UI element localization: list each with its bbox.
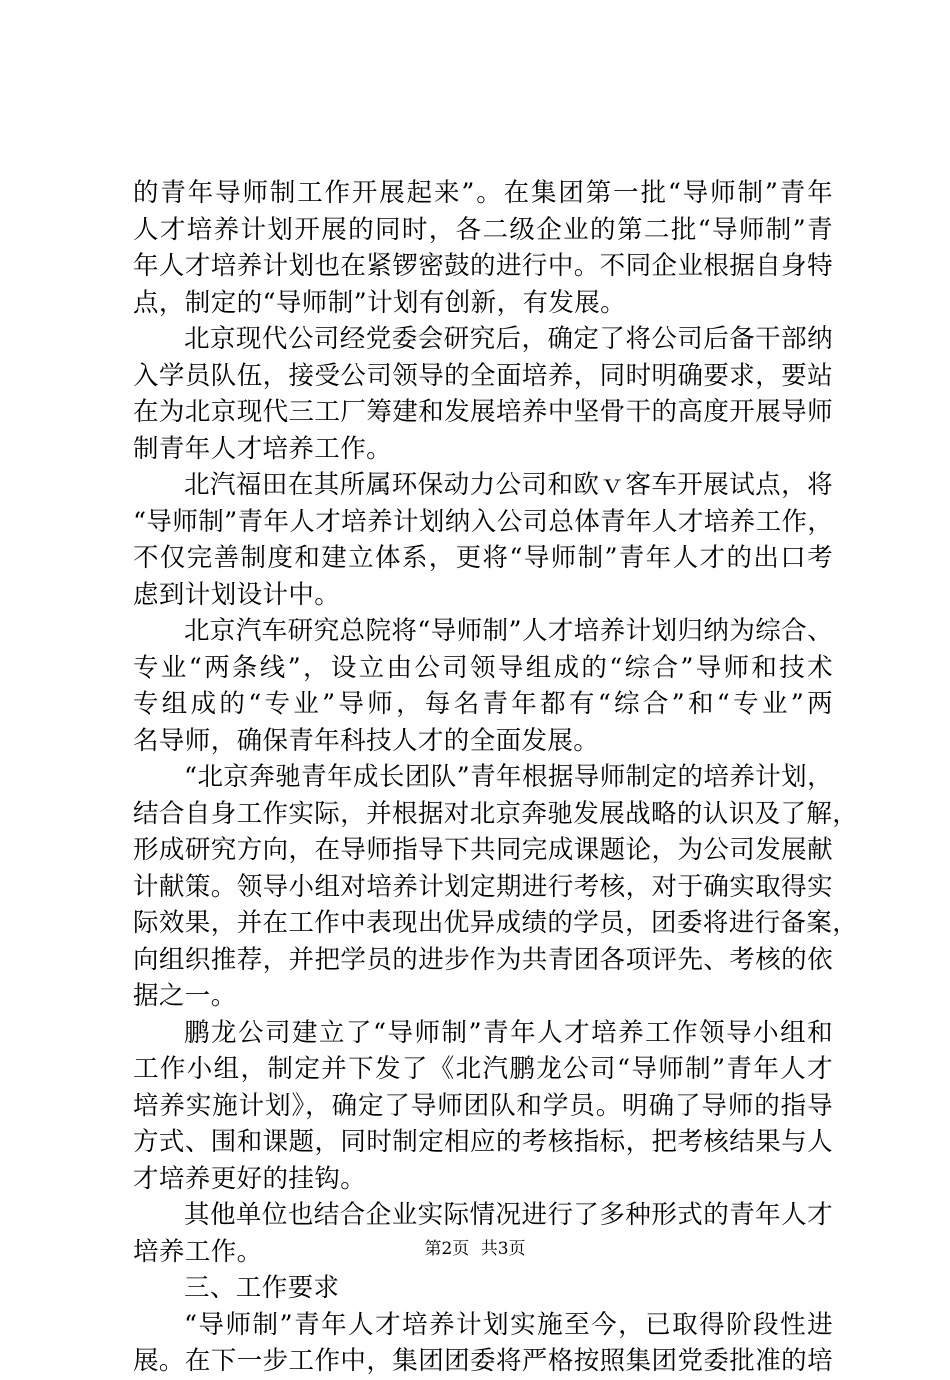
- text-line: 才培养更好的挂钩。: [133, 1163, 367, 1194]
- section-heading: 三、工作要求: [184, 1273, 340, 1303]
- text-line: 虑到计划设计中。: [133, 579, 341, 610]
- text-line: 其他单位也结合企业实际情况进行了多种形式的青年人才: [184, 1200, 833, 1230]
- text-line: 年人才培养计划也在紧锣密鼓的进行中。不同企业根据自身特: [133, 251, 833, 281]
- text-line: 向组织推荐，并把学员的进步作为共青团各项评先、考核的依: [133, 944, 833, 975]
- page-number: 第2页: [424, 1239, 470, 1259]
- text-line: 北京汽车研究总院将“导师制”人才培养计划归纳为综合、: [184, 616, 833, 646]
- text-line: “导师制”青年人才培养计划纳入公司总体青年人才培养工作，: [133, 506, 834, 537]
- text-line: 制青年人才培养工作。: [133, 433, 393, 464]
- text-line: 据之一。: [133, 981, 237, 1011]
- text-line: 工作小组，制定并下发了《北汽鹏龙公司“导师制”青年人才: [133, 1054, 833, 1084]
- text-line: 专业“两条线”，设立由公司领导组成的“综合”导师和技术: [133, 652, 833, 683]
- page-footer: [0, 1238, 950, 1260]
- text-line: 培养工作。: [133, 1236, 263, 1267]
- text-line: 名导师，确保青年科技人才的全面发展。: [133, 725, 600, 756]
- text-line: 计献策。领导小组对培养计划定期进行考核，对于确实取得实: [133, 871, 833, 902]
- text-line: “北京奔驰青年成长团队”青年根据导师制定的培养计划，: [184, 762, 833, 792]
- text-line: 在为北京现代三工厂筹建和发展培养中坚骨干的高度开展导师: [133, 397, 833, 427]
- text-line: 不仅完善制度和建立体系，更将“导师制”青年人才的出口考: [133, 543, 833, 573]
- text-line: 的青年导师制工作开展起来”。在集团第一批“导师制”青年: [133, 178, 833, 208]
- text-line: 鹏龙公司建立了“导师制”青年人才培养工作领导小组和: [184, 1017, 833, 1048]
- text-line: 点，制定的“导师制”计划有创新，有发展。: [133, 287, 627, 318]
- text-line: 专组成的“专业”导师，每名青年都有“综合”和“专业”两: [133, 689, 833, 719]
- text-line: 际效果，并在工作中表现出优异成绩的学员，团委将进行备案，: [133, 908, 859, 938]
- page-total: 共3页: [480, 1239, 526, 1259]
- text-line: 北汽福田在其所属环保动力公司和欧ｖ客车开展试点，将: [184, 470, 833, 500]
- body-text: [133, 175, 859, 1380]
- text-line: 结合自身工作实际，并根据对北京奔驰发展战略的认识及了解，: [133, 798, 859, 829]
- text-line: 人才培养计划开展的同时，各二级企业的第二批“导师制”青: [133, 214, 833, 245]
- text-line: 形成研究方向，在导师指导下共同完成课题论，为公司发展献: [133, 835, 833, 865]
- text-line: “导师制”青年人才培养计划实施至今，已取得阶段性进: [184, 1309, 833, 1340]
- text-line: 入学员队伍，接受公司领导的全面培养，同时明确要求，要站: [133, 360, 833, 391]
- text-line: 方式、围和课题，同时制定相应的考核指标，把考核结果与人: [133, 1127, 833, 1157]
- text-line: 北京现代公司经党委会研究后，确定了将公司后备干部纳: [184, 324, 833, 354]
- text-line: 展。在下一步工作中，集团团委将严格按照集团党委批准的培: [133, 1346, 833, 1376]
- text-line: 培养实施计划》，确定了导师团队和学员。明确了导师的指导: [133, 1090, 833, 1121]
